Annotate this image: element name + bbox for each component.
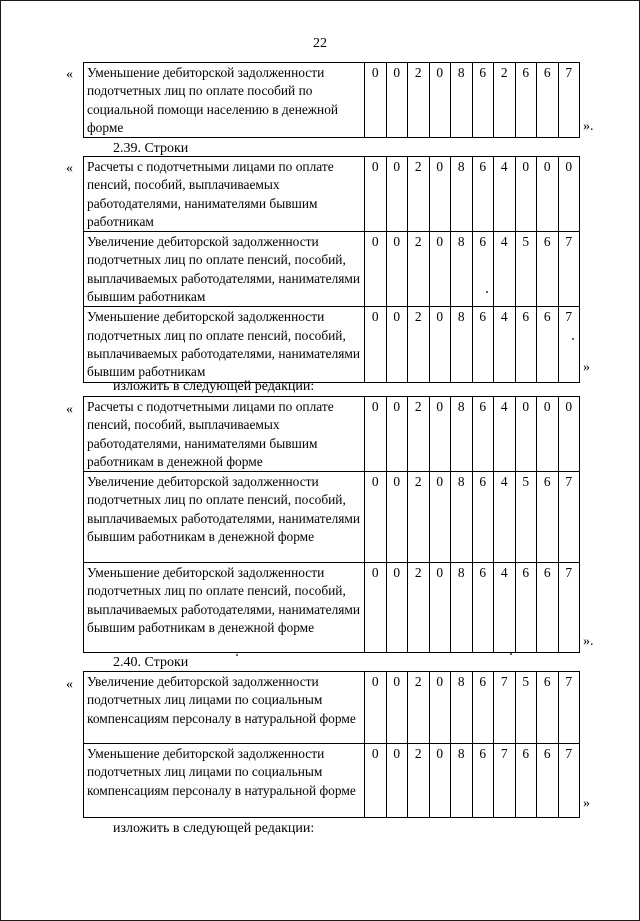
account-code-digit: 4 (494, 397, 516, 472)
table-row (84, 472, 580, 563)
account-code-digit: 7 (558, 672, 580, 744)
account-code-digit: 0 (429, 307, 451, 382)
account-code-digit: 0 (429, 472, 451, 563)
account-code-digit: 0 (365, 672, 387, 744)
account-code-digit: 8 (451, 397, 473, 472)
table-row (84, 232, 580, 307)
account-code-digit: 2 (408, 563, 430, 653)
account-code-digit: 0 (365, 232, 387, 307)
account-code-digit: 6 (472, 563, 494, 653)
table-row (84, 563, 580, 653)
account-code-digit: 6 (472, 63, 494, 138)
account-table-0 (83, 62, 580, 138)
account-code-digit: 6 (515, 307, 537, 382)
account-code-digit: 0 (537, 397, 559, 472)
account-name-cell: Уменьшение дебиторской задолженности подотчетных лиц по оплате пенсий, пособий, выплачиваемых работодателями, нанимателями бывшим работникам (84, 307, 365, 382)
account-code-digit: 0 (558, 157, 580, 232)
account-code-digit: 0 (386, 232, 408, 307)
account-code-digit: 4 (494, 157, 516, 232)
scan-speck (572, 338, 574, 340)
account-code-digit: 0 (429, 157, 451, 232)
account-table-1 (83, 156, 580, 383)
account-code-digit: 0 (386, 307, 408, 382)
account-name-cell: Уменьшение дебиторской задолженности подотчетных лиц лицами по социальным компенсациям персоналу в натуральной форме (84, 744, 365, 818)
account-code-digit: 0 (515, 397, 537, 472)
account-code-digit: 4 (494, 563, 516, 653)
replace-instruction-1: изложить в следующей редакции: (113, 379, 315, 394)
account-code-digit: 2 (408, 397, 430, 472)
account-code-digit: 6 (537, 472, 559, 563)
account-code-digit: 6 (515, 63, 537, 138)
account-code-digit: 6 (537, 672, 559, 744)
table-row (84, 307, 580, 382)
account-code-digit: 6 (472, 744, 494, 818)
account-code-digit: 0 (386, 157, 408, 232)
account-code-digit: 0 (429, 744, 451, 818)
quote-close: ». (583, 119, 594, 134)
account-code-digit: 6 (515, 744, 537, 818)
account-code-digit: 2 (408, 157, 430, 232)
account-code-digit: 6 (472, 307, 494, 382)
quote-close: » (583, 360, 590, 375)
account-name-cell: Расчеты с подотчетными лицами по оплате пенсий, пособий, выплачиваемых работодателями, нанимателями бывшим работникам (84, 157, 365, 232)
account-code-digit: 6 (472, 157, 494, 232)
table-row (84, 672, 580, 744)
account-code-digit: 6 (472, 472, 494, 563)
account-code-digit: 8 (451, 472, 473, 563)
account-code-digit: 6 (537, 63, 559, 138)
account-code-digit: 6 (537, 307, 559, 382)
scan-speck (236, 654, 238, 656)
account-code-digit: 2 (408, 672, 430, 744)
account-code-digit: 0 (386, 63, 408, 138)
table-row (84, 744, 580, 818)
account-code-digit: 0 (386, 672, 408, 744)
account-code-digit: 0 (386, 563, 408, 653)
account-code-digit: 6 (515, 563, 537, 653)
account-code-digit: 0 (429, 232, 451, 307)
account-code-digit: 0 (365, 63, 387, 138)
account-code-digit: 0 (365, 157, 387, 232)
account-code-digit: 8 (451, 232, 473, 307)
account-code-digit: 0 (365, 307, 387, 382)
account-code-digit: 2 (408, 744, 430, 818)
account-code-digit: 2 (408, 307, 430, 382)
account-code-digit: 4 (494, 307, 516, 382)
account-name-cell: Уменьшение дебиторской задолженности подотчетных лиц по оплате пособий по социальной помощи населению в денежной форме (84, 63, 365, 138)
section-heading-2-39: 2.39. Строки (113, 141, 189, 156)
account-code-digit: 8 (451, 563, 473, 653)
account-code-digit: 4 (494, 232, 516, 307)
quote-open: « (66, 677, 73, 692)
account-code-digit: 0 (365, 563, 387, 653)
account-code-digit: 0 (537, 157, 559, 232)
account-code-digit: 6 (537, 744, 559, 818)
account-code-digit: 8 (451, 744, 473, 818)
account-table-3 (83, 671, 580, 818)
account-code-digit: 2 (408, 472, 430, 563)
account-name-cell: Расчеты с подотчетными лицами по оплате пенсий, пособий, выплачиваемых работодателями, нанимателями бывшим работникам в денежной форме (84, 397, 365, 472)
account-code-digit: 5 (515, 232, 537, 307)
account-code-digit: 6 (537, 232, 559, 307)
account-code-digit: 2 (408, 63, 430, 138)
account-code-digit: 6 (472, 232, 494, 307)
account-code-digit: 6 (472, 672, 494, 744)
account-code-digit: 7 (558, 563, 580, 653)
account-code-digit: 7 (494, 744, 516, 818)
account-code-digit: 8 (451, 63, 473, 138)
account-code-digit: 7 (558, 307, 580, 382)
account-code-digit: 0 (386, 472, 408, 563)
account-name-cell: Увеличение дебиторской задолженности подотчетных лиц лицами по социальным компенсациям персоналу в натуральной форме (84, 672, 365, 744)
replace-instruction-2: изложить в следующей редакции: (113, 821, 315, 836)
account-code-digit: 0 (386, 744, 408, 818)
account-code-digit: 2 (494, 63, 516, 138)
account-code-digit: 0 (386, 397, 408, 472)
scan-speck (510, 653, 512, 655)
account-code-digit: 0 (429, 672, 451, 744)
table-row (84, 63, 580, 138)
page-number: 22 (313, 36, 327, 51)
table-row (84, 157, 580, 232)
account-code-digit: 5 (515, 672, 537, 744)
account-code-digit: 0 (365, 744, 387, 818)
account-code-digit: 5 (515, 472, 537, 563)
quote-open: « (66, 402, 73, 417)
account-code-digit: 0 (429, 63, 451, 138)
account-code-digit: 7 (558, 63, 580, 138)
account-code-digit: 0 (429, 563, 451, 653)
account-code-digit: 2 (408, 232, 430, 307)
account-code-digit: 8 (451, 672, 473, 744)
account-code-digit: 4 (494, 472, 516, 563)
quote-open: « (66, 67, 73, 82)
account-code-digit: 0 (365, 472, 387, 563)
account-code-digit: 0 (515, 157, 537, 232)
section-heading-2-40: 2.40. Строки (113, 655, 189, 670)
quote-close: » (583, 796, 590, 811)
account-code-digit: 6 (537, 563, 559, 653)
scan-speck (486, 291, 488, 293)
account-code-digit: 0 (365, 397, 387, 472)
table-row (84, 397, 580, 472)
account-code-digit: 7 (558, 472, 580, 563)
account-code-digit: 6 (472, 397, 494, 472)
account-name-cell: Уменьшение дебиторской задолженности подотчетных лиц по оплате пенсий, пособий, выплачиваемых работодателями, нанимателями бывшим работникам в денежной форме (84, 563, 365, 653)
account-table-2 (83, 396, 580, 653)
account-code-digit: 8 (451, 157, 473, 232)
account-code-digit: 0 (429, 397, 451, 472)
account-code-digit: 8 (451, 307, 473, 382)
quote-open: « (66, 161, 73, 176)
quote-close: ». (583, 634, 594, 649)
account-name-cell: Увеличение дебиторской задолженности подотчетных лиц по оплате пенсий, пособий, выплачиваемых работодателями, нанимателями бывшим работникам в денежной форме (84, 472, 365, 563)
account-code-digit: 0 (558, 397, 580, 472)
account-code-digit: 7 (558, 232, 580, 307)
account-code-digit: 7 (558, 744, 580, 818)
account-name-cell: Увеличение дебиторской задолженности подотчетных лиц по оплате пенсий, пособий, выплачиваемых работодателями, нанимателями бывшим работникам (84, 232, 365, 307)
account-code-digit: 7 (494, 672, 516, 744)
